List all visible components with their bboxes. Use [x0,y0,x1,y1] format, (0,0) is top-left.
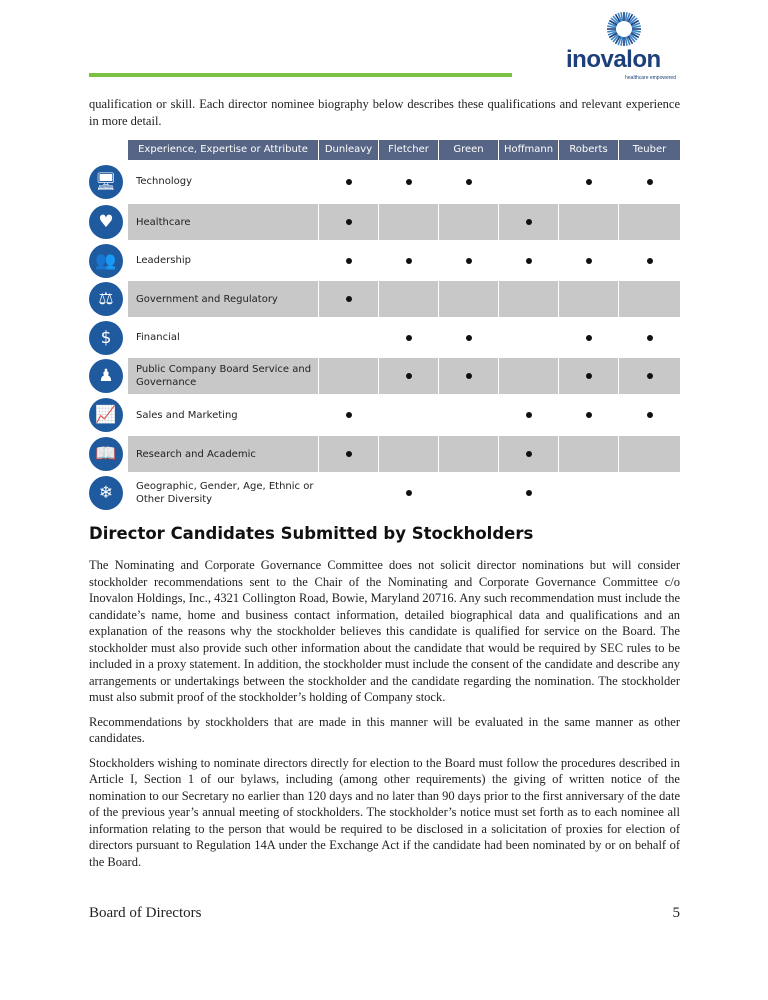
qualification-dot [586,258,592,264]
attribute-label: Research and Academic [136,448,256,460]
mark-cell [499,358,558,394]
monitor-icon: 🖥 [89,165,123,199]
attribute-label: Public Company Board Service and Governance [136,364,312,388]
matrix-row [98,358,680,394]
people-group-icon: 👥 [89,244,123,278]
intro-paragraph: qualification or skill. Each director nominee biography below describes these qualifications and relevant experience in more detail. [89,97,680,128]
qualification-dot [406,490,412,496]
qualification-dot [346,219,352,225]
mark-cell [559,395,618,435]
mark-cell [499,160,558,203]
mark-cell [439,204,498,240]
mark-cell [439,318,498,357]
mark-cell [319,473,378,512]
mark-cell [619,436,680,472]
mark-cell [319,160,378,203]
inovalon-logo [566,10,678,82]
qualification-dot [406,335,412,341]
matrix-row [98,281,680,317]
money-case-icon: $ [89,321,123,355]
column-header-attribute: Experience, Expertise or Attribute [128,140,318,160]
attribute-cell [128,358,318,394]
mark-cell [619,473,680,512]
mark-cell [559,160,618,203]
mark-cell [439,358,498,394]
mark-cell [619,358,680,394]
presentation-chart-icon: 📈 [89,398,123,432]
qualification-dot [526,219,532,225]
mark-cell [439,395,498,435]
mark-cell [499,318,558,357]
mark-cell [499,473,558,512]
attribute-cell [128,395,318,435]
mark-cell [379,358,438,394]
mark-cell [559,204,618,240]
qualification-dot [647,373,653,379]
mark-cell [499,395,558,435]
mark-cell [319,318,378,357]
mark-cell [439,281,498,317]
body-paragraph: Stockholders wishing to nominate directors directly for election to the Board must follow the procedures described in Article I, Section 1 of our bylaws, including (among other requirements) the giving of written notice of the nomination to our Secretary no earlier than 120 days and no later than 90 days prior to the first anniversary of the date of the previous year’s annual meeting of stockholders. The stockholder’s notice must set forth as to each nominee all information relating to the person that would be required to be disclosed in a solicitation of proxies for election of directors pursuant to Regulation 14A under the Exchange Act if the candidate had been nominated by or on behalf of the Board. [89,755,680,869]
attribute-cell [128,318,318,357]
mark-cell [319,281,378,317]
mark-cell [319,358,378,394]
section-heading: Director Candidates Submitted by Stockholders [89,524,534,543]
column-header-director: Hoffmann [499,140,558,160]
mark-cell [319,436,378,472]
body-paragraph: Recommendations by stockholders that are made in this manner will be evaluated in the same manner as other candidates. [89,714,680,745]
mark-cell [379,318,438,357]
mark-cell [559,436,618,472]
matrix-row [98,204,680,240]
mark-cell [559,473,618,512]
qualification-dot [406,373,412,379]
mark-cell [439,473,498,512]
logo-wordmark: inovalon [566,46,661,73]
qualification-dot [526,490,532,496]
mark-cell [559,281,618,317]
column-header-director: Dunleavy [319,140,378,160]
mark-cell [439,160,498,203]
mark-cell [439,241,498,280]
mark-cell [499,281,558,317]
matrix-row [95,241,680,280]
column-header-director: Teuber [619,140,680,160]
qualification-dot [586,412,592,418]
attribute-cell [128,241,318,280]
mark-cell [499,241,558,280]
qualification-dot [406,258,412,264]
mark-cell [379,160,438,203]
attribute-label: Technology [136,176,193,187]
qualification-dot [586,179,592,185]
book-research-icon: 📖 [89,437,123,471]
mark-cell [619,281,680,317]
attribute-label: Financial [136,332,180,343]
logo-ring-icon [594,10,654,48]
qualification-dot [346,258,352,264]
matrix-row [98,473,680,512]
qualification-dot [647,179,653,185]
qualification-dot [346,451,352,457]
column-header-director: Fletcher [379,140,438,160]
qualification-dot [526,258,532,264]
qualification-dot [586,335,592,341]
attribute-label: Sales and Marketing [136,409,238,421]
attribute-cell [128,436,318,472]
qualification-dot [346,179,352,185]
mark-cell [499,204,558,240]
footer-section-title: Board of Directors [89,905,202,921]
mark-cell [619,204,680,240]
attribute-cell [128,473,318,512]
mark-cell [619,395,680,435]
body-paragraph: The Nominating and Corporate Governance Committee does not solicit director nominations but will consider stockholder recommendations sent to the Chair of the Nominating and Corporate Governance Committee c/o Inovalon Holdings, Inc., 4321 Collington Road, Bowie, Maryland 20716. Any such recommendation must include the candidate’s name, home and business contact information, detailed biographical data and qualifications and an explanation of the reasons why the stockholder believes this candidate is qualified for service on the Board. The stockholder must also provide such other information about the candidate that would be required by SEC rules to be included in a proxy statement. In addition, the stockholder must include the consent of the candidate and describe any arrangements or undertakings between the stockholder and the candidate regarding the nomination. The stockholder must also submit proof of the stockholder’s holding of Company stock. [89,558,680,704]
mark-cell [379,395,438,435]
attribute-label: Geographic, Gender, Age, Ethnic or Other Diversity [136,480,314,505]
attribute-cell [128,281,318,317]
mark-cell [559,318,618,357]
qualification-dot [346,296,352,302]
mark-cell [379,281,438,317]
column-header-director: Roberts [559,140,618,160]
mark-cell [619,241,680,280]
matrix-row [100,318,680,357]
qualification-dot [466,179,472,185]
mark-cell [379,241,438,280]
qualification-dot [526,451,532,457]
qualification-dot [466,373,472,379]
mark-cell [379,473,438,512]
logo-tagline: healthcare empowered [625,75,676,81]
mark-cell [379,204,438,240]
column-header-director: Green [439,140,498,160]
heart-pulse-icon: ♥ [89,205,123,239]
mark-cell [439,436,498,472]
qualification-dot [586,373,592,379]
matrix-row [95,395,680,435]
globe-network-icon: ❄ [89,476,123,510]
qualification-dot [647,258,653,264]
header-accent-bar [89,73,512,77]
attribute-label: Leadership [136,255,191,266]
qualification-dot [346,412,352,418]
matrix-header-row [128,140,680,160]
scales-icon: ⚖ [89,282,123,316]
mark-cell [499,436,558,472]
qualification-dot [466,335,472,341]
board-meeting-icon: ♟ [89,359,123,393]
attribute-cell [128,160,318,203]
mark-cell [319,395,378,435]
mark-cell [559,358,618,394]
qualification-dot [406,179,412,185]
page-number: 5 [672,905,680,921]
mark-cell [319,204,378,240]
qualification-dot [647,335,653,341]
qualification-dot [466,258,472,264]
mark-cell [559,241,618,280]
attribute-cell [128,204,318,240]
qualification-dot [526,412,532,418]
matrix-row [95,436,680,472]
mark-cell [319,241,378,280]
attribute-label: Government and Regulatory [136,293,278,305]
mark-cell [379,436,438,472]
matrix-row [95,160,680,203]
stockholder-candidates-section [89,523,680,878]
mark-cell [619,318,680,357]
mark-cell [619,160,680,203]
attribute-label: Healthcare [136,216,191,228]
qualification-dot [647,412,653,418]
